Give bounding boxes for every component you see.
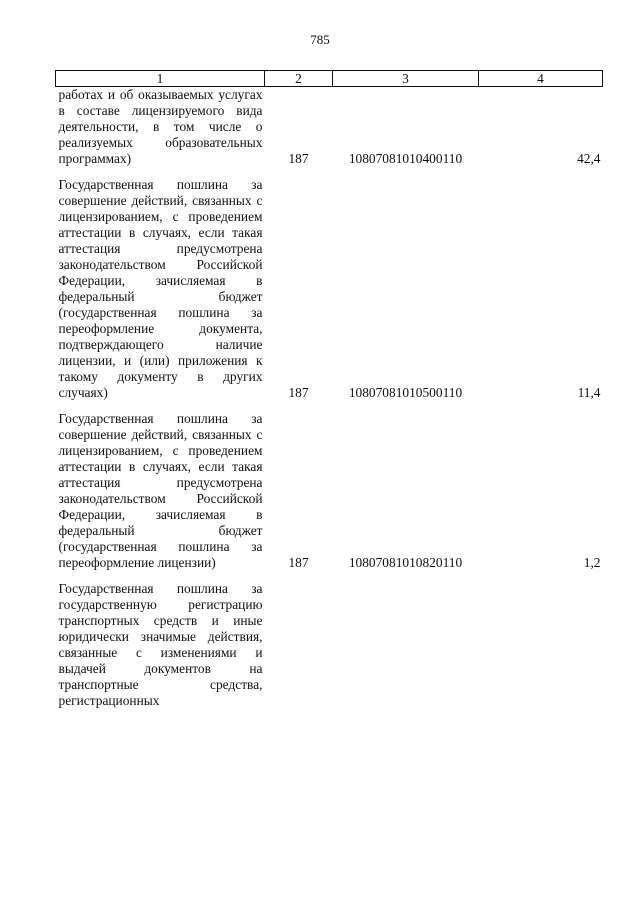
table-header-row (56, 71, 603, 87)
column-header-2: 2 (265, 71, 333, 87)
row-spacer (56, 167, 603, 177)
budget-revenue-table (55, 70, 603, 709)
admin-code-cell: 187 (288, 151, 309, 166)
amount-cell (479, 581, 603, 709)
revenue-name-cell: работах и об оказываемых услугах в составе лицензируемого вида деятельности, в том числе о реализуемых образовательных программах) (58, 87, 263, 166)
budget-code-cell (333, 581, 479, 709)
budget-code-cell: 10807081010500110 (348, 385, 463, 400)
table-row (56, 411, 603, 571)
column-header-3: 3 (333, 71, 479, 87)
table-row (56, 177, 603, 401)
column-header-1: 1 (56, 71, 265, 87)
row-spacer (56, 571, 603, 581)
admin-code-cell: 187 (288, 555, 309, 570)
amount-cell: 1,2 (583, 555, 601, 570)
amount-cell: 11,4 (577, 385, 601, 400)
page-number: 785 (310, 32, 330, 47)
table-row (56, 87, 603, 168)
budget-code-cell: 10807081010400110 (348, 151, 463, 166)
budget-code-cell: 10807081010820110 (348, 555, 463, 570)
column-header-4: 4 (479, 71, 603, 87)
revenue-name-cell: Государственная пошлина за совершение действий, связанных с лицензированием, с проведением аттестации в случаях, если такая аттестация предусмотрена законодательством Российской Федерации, зачисляемая в федеральный бюджет (государственная пошлина за переоформление документа, подтверждающего наличие лицензии, и (или) приложения к такому документу в других случаях) (58, 177, 263, 400)
amount-cell: 42,4 (577, 151, 601, 166)
revenue-name-cell: Государственная пошлина за государственную регистрацию транспортных средств и иные юридически значимые действия, связанные с изменениями и выдачей документов на транспортные средства, регистрационных (58, 581, 263, 708)
admin-code-cell: 187 (288, 385, 309, 400)
admin-code-cell (265, 581, 333, 709)
table-row (56, 581, 603, 709)
revenue-name-cell: Государственная пошлина за совершение действий, связанных с лицензированием, с проведением аттестации в случаях, если такая аттестация предусмотрена законодательством Российской Федерации, зачисляемая в федеральный бюджет (государственная пошлина за переоформление лицензии) (58, 411, 263, 570)
row-spacer (56, 401, 603, 411)
